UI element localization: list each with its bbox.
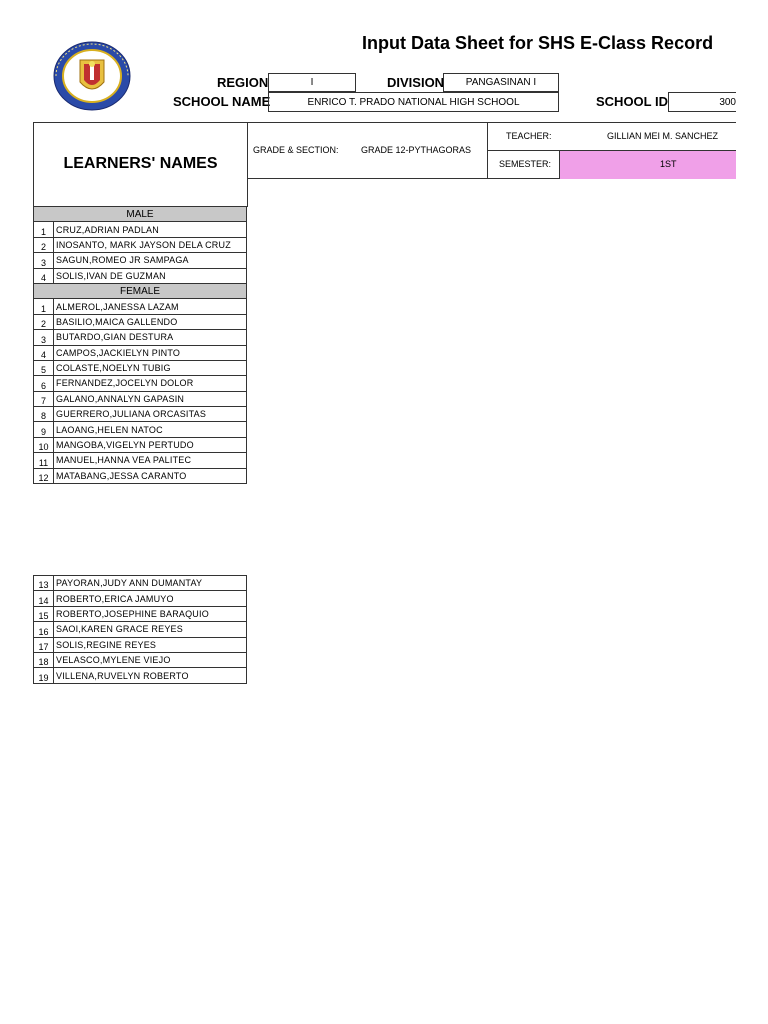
row-number: 2 (34, 237, 54, 252)
table-row[interactable] (34, 576, 247, 591)
table-row[interactable] (34, 407, 247, 422)
female-group-row (34, 283, 247, 298)
divider (559, 151, 560, 179)
row-number: 14 (34, 591, 54, 606)
row-number: 12 (34, 468, 54, 483)
learner-name[interactable]: PAYORAN,JUDY ANN DUMANTAY (54, 576, 247, 591)
learner-name[interactable]: ROBERTO,JOSEPHINE BARAQUIO (54, 606, 247, 621)
table-row[interactable] (34, 652, 247, 667)
learners-names-header (33, 122, 248, 207)
table-row[interactable] (34, 345, 247, 360)
row-number: 18 (34, 652, 54, 667)
row-number: 6 (34, 376, 54, 391)
table-row[interactable] (34, 668, 247, 683)
row-number: 1 (34, 222, 54, 237)
learner-name[interactable]: COLASTE,NOELYN TUBIG (54, 360, 247, 375)
row-number: 10 (34, 437, 54, 452)
grade-section-label: GRADE & SECTION: (253, 145, 339, 155)
school-name-value[interactable]: ENRICO T. PRADO NATIONAL HIGH SCHOOL (268, 92, 559, 112)
table-row[interactable] (34, 376, 247, 391)
row-number: 5 (34, 360, 54, 375)
learner-name[interactable]: FERNANDEZ,JOCELYN DOLOR (54, 376, 247, 391)
learner-name[interactable]: MATABANG,JESSA CARANTO (54, 468, 247, 483)
male-group-row (34, 207, 247, 222)
row-number: 9 (34, 422, 54, 437)
learner-name[interactable]: SOLIS,REGINE REYES (54, 637, 247, 652)
division-value[interactable]: PANGASINAN I (443, 73, 559, 92)
table-row[interactable] (34, 253, 247, 268)
table-row[interactable] (34, 637, 247, 652)
learners-table (33, 206, 247, 484)
school-name-label: SCHOOL NAME (173, 94, 271, 109)
row-number: 4 (34, 345, 54, 360)
deped-seal-logo (50, 40, 134, 112)
semester-label: SEMESTER: (499, 159, 552, 169)
table-row[interactable] (34, 314, 247, 329)
grade-section-value[interactable]: GRADE 12-PYTHAGORAS (361, 145, 472, 155)
learner-name[interactable]: GUERRERO,JULIANA ORCASITAS (54, 407, 247, 422)
division-label: DIVISION (387, 75, 445, 90)
teacher-value[interactable]: GILLIAN MEI M. SANCHEZ (607, 131, 719, 141)
table-row[interactable] (34, 622, 247, 637)
learner-name[interactable]: CAMPOS,JACKIELYN PINTO (54, 345, 247, 360)
learners-table-continued (33, 575, 247, 684)
learner-name[interactable]: LAOANG,HELEN NATOC (54, 422, 247, 437)
row-number: 3 (34, 253, 54, 268)
school-id-value[interactable]: 300 (668, 92, 736, 112)
learner-name[interactable]: SAGUN,ROMEO JR SAMPAGA (54, 253, 247, 268)
learner-name[interactable]: BASILIO,MAICA GALLENDO (54, 314, 247, 329)
learner-name[interactable]: BUTARDO,GIAN DESTURA (54, 330, 247, 345)
row-number: 15 (34, 606, 54, 621)
page-title: Input Data Sheet for SHS E-Class Record (362, 33, 714, 53)
table-row[interactable] (34, 453, 247, 468)
table-row[interactable] (34, 437, 247, 452)
learner-name[interactable]: VELASCO,MYLENE VIEJO (54, 652, 247, 667)
semester-highlight (559, 151, 736, 179)
table-row[interactable] (34, 591, 247, 606)
table-row[interactable] (34, 360, 247, 375)
learner-name[interactable]: MANUEL,HANNA VEA PALITEC (54, 453, 247, 468)
learner-name[interactable]: INOSANTO, MARK JAYSON DELA CRUZ (54, 237, 247, 252)
row-number: 17 (34, 637, 54, 652)
male-label: MALE (34, 207, 247, 222)
row-number: 3 (34, 330, 54, 345)
semester-value[interactable]: 1ST (660, 159, 677, 169)
learner-name[interactable]: ROBERTO,ERICA JAMUYO (54, 591, 247, 606)
school-id-label: SCHOOL ID (596, 94, 668, 109)
region-value[interactable]: I (268, 73, 356, 92)
table-row[interactable] (34, 299, 247, 314)
learner-name[interactable]: SAOI,KAREN GRACE REYES (54, 622, 247, 637)
table-row[interactable] (34, 391, 247, 406)
row-number: 8 (34, 407, 54, 422)
row-number: 13 (34, 576, 54, 591)
learner-name[interactable]: CRUZ,ADRIAN PADLAN (54, 222, 247, 237)
female-label: FEMALE (34, 283, 247, 298)
learner-name[interactable]: VILLENA,RUVELYN ROBERTO (54, 668, 247, 683)
learner-name[interactable]: GALANO,ANNALYN GAPASIN (54, 391, 247, 406)
table-row[interactable] (34, 237, 247, 252)
table-row[interactable] (34, 422, 247, 437)
table-row[interactable] (34, 268, 247, 283)
region-label: REGION (217, 75, 269, 90)
table-row[interactable] (34, 222, 247, 237)
table-row[interactable] (34, 330, 247, 345)
learners-names-label: LEARNERS' NAMES (63, 155, 218, 172)
row-number: 2 (34, 314, 54, 329)
table-row[interactable] (34, 606, 247, 621)
learner-name[interactable]: ALMEROL,JANESSA LAZAM (54, 299, 247, 314)
learner-name[interactable]: SOLIS,IVAN DE GUZMAN (54, 268, 247, 283)
table-row[interactable] (34, 468, 247, 483)
row-number: 16 (34, 622, 54, 637)
row-number: 1 (34, 299, 54, 314)
teacher-label: TEACHER: (506, 131, 552, 141)
row-number: 7 (34, 391, 54, 406)
row-number: 11 (34, 453, 54, 468)
learner-name[interactable]: MANGOBA,VIGELYN PERTUDO (54, 437, 247, 452)
row-number: 19 (34, 668, 54, 683)
row-number: 4 (34, 268, 54, 283)
